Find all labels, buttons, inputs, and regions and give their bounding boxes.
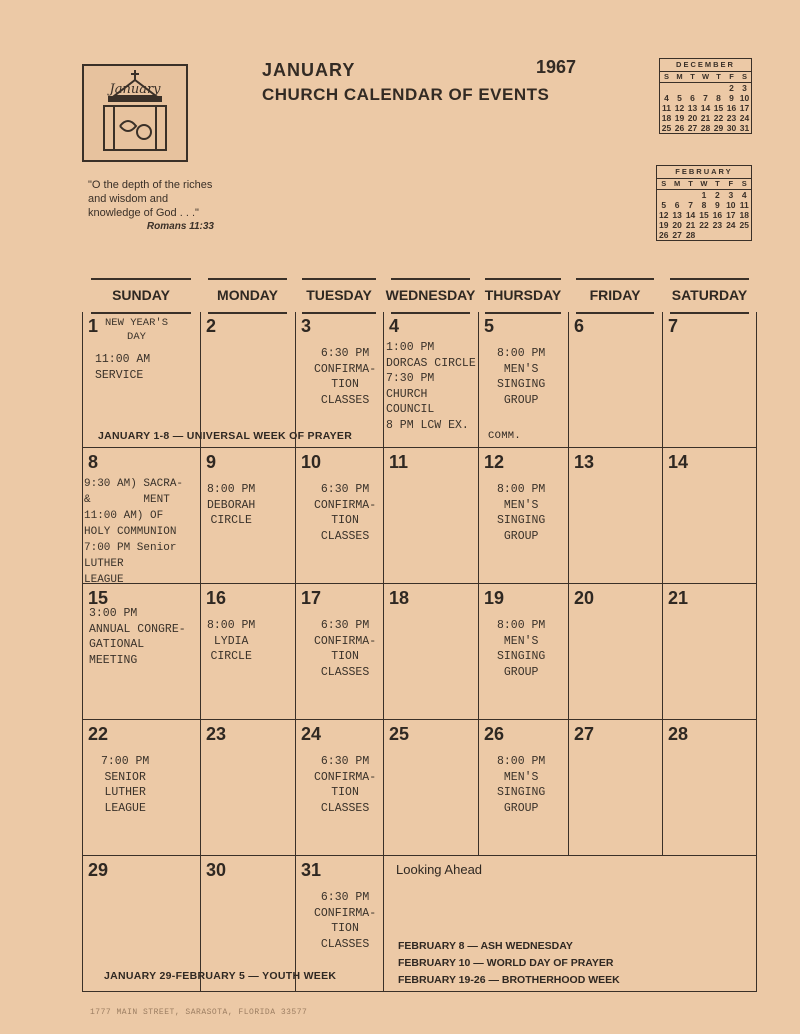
day-events: 7:00 PM SENIOR LUTHER LEAGUE [101, 755, 150, 815]
day-number: 19 [484, 588, 505, 608]
day-cell [383, 312, 478, 448]
day-number: 7 [668, 316, 679, 336]
day-number: 9 [206, 452, 217, 472]
day-cell [662, 448, 757, 584]
day-events: 8:00 PM MEN'S SINGING GROUP [497, 347, 546, 407]
looking-ahead-item: FEBRUARY 19-26 — BROTHERHOOD WEEK [398, 974, 620, 986]
weekday-header-saturday: SATURDAY [662, 272, 757, 312]
quote-text: "O the depth of the riches and wisdom and knowledge of God . . ." [88, 179, 213, 219]
day-number: 6 [574, 316, 585, 336]
day-events: 8:00 PM MEN'S SINGING GROUP [497, 619, 546, 679]
looking-ahead-title: Looking Ahead [396, 862, 483, 877]
day-events: 8:00 PM DEBORAH CIRCLE [207, 483, 256, 527]
day-number: 30 [206, 860, 227, 880]
day-events: 1:00 PM DORCAS CIRCLE 7:30 PM CHURCH COUNCIL 8 PM LCW EX. [386, 341, 476, 432]
day-cell [82, 312, 200, 448]
scripture-quote [88, 178, 218, 234]
weekday-header-sunday: SUNDAY [82, 272, 200, 312]
weekday-header-friday: FRIDAY [568, 272, 662, 312]
day-events: 6:30 PM CONFIRMA- TION CLASSES [314, 755, 377, 815]
day-events: 6:30 PM CONFIRMA- TION CLASSES [314, 891, 377, 951]
day-cell [295, 720, 383, 856]
looking-ahead-box [383, 856, 757, 992]
month-calendar-grid [82, 272, 757, 1000]
day-number: 26 [484, 724, 505, 744]
day-number: 17 [301, 588, 322, 608]
day-cell [295, 448, 383, 584]
weekday-header-wednesday: WEDNESDAY [383, 272, 478, 312]
day-cell [82, 584, 200, 720]
day-number: 24 [301, 724, 322, 744]
day-number: 16 [206, 588, 227, 608]
day-number: 23 [206, 724, 227, 744]
day-number: 13 [574, 452, 595, 472]
day-number: 3 [301, 316, 312, 336]
day-cell [568, 720, 662, 856]
mini-calendar-grid: S M T W T F S 2 3 4 5 6 7 8 9 10 11 12 13 14 15 16 17 18 19 20 21 22 23 24 25 26 27 28 29 30 31 [661, 72, 750, 133]
day-cell [200, 312, 295, 448]
day-events: 6:30 PM CONFIRMA- TION CLASSES [314, 619, 377, 679]
day-events: 3:00 PM ANNUAL CONGRE- GATIONAL MEETING [89, 607, 186, 667]
day-events: 6:30 PM CONFIRMA- TION CLASSES [314, 347, 377, 407]
day-cell [295, 584, 383, 720]
day-number: 12 [484, 452, 505, 472]
logo-text: January [109, 82, 161, 97]
day-number: 18 [389, 588, 410, 608]
day-number: 20 [574, 588, 595, 608]
day-number: 22 [88, 724, 109, 744]
day-number: 28 [668, 724, 689, 744]
day-number: 31 [301, 860, 322, 880]
day-number: 21 [668, 588, 689, 608]
day-number: 2 [206, 316, 217, 336]
day-number: 1 [88, 316, 99, 336]
church-illustration-icon [84, 66, 186, 160]
footer-imprint: 1777 MAIN STREET, SARASOTA, FLORIDA 33577 [90, 1008, 308, 1017]
day-cell [568, 312, 662, 448]
day-cell [662, 312, 757, 448]
day-cell [200, 584, 295, 720]
day-cell [383, 584, 478, 720]
weekday-header-monday: MONDAY [200, 272, 295, 312]
looking-ahead-item: FEBRUARY 8 — ASH WEDNESDAY [398, 940, 573, 952]
day-number: 29 [88, 860, 109, 880]
day-number: 25 [389, 724, 410, 744]
weekday-header-tuesday: TUESDAY [295, 272, 383, 312]
day-cell [82, 448, 200, 584]
quote-reference: Romans 11:33 [146, 221, 214, 232]
weekday-header-thursday: THURSDAY [478, 272, 568, 312]
page-subtitle: CHURCH CALENDAR OF EVENTS [262, 85, 550, 104]
looking-ahead-item: FEBRUARY 10 — WORLD DAY OF PRAYER [398, 957, 614, 969]
mini-calendar-february [656, 165, 752, 241]
universal-week-of-prayer-note: JANUARY 1-8 — UNIVERSAL WEEK OF PRAYER [98, 430, 353, 442]
day-events: 8:00 PM MEN'S SINGING GROUP [497, 755, 546, 815]
committee-note: COMM. [488, 430, 522, 442]
day-cell [383, 448, 478, 584]
page-title: JANUARY [262, 60, 356, 80]
calendar-logo-image [82, 64, 188, 162]
mini-calendar-grid: S M T W T F S 1 2 3 4 5 6 7 8 9 10 11 12 13 14 15 16 17 18 19 20 21 22 23 24 25 26 27 28 [658, 179, 749, 240]
day-cell [478, 584, 568, 720]
day-cell [568, 584, 662, 720]
day-events: 8:00 PM MEN'S SINGING GROUP [497, 483, 546, 543]
mini-calendar-month: DECEMBER [660, 59, 751, 72]
day-cell [82, 720, 200, 856]
day-number: 8 [88, 452, 99, 472]
day-events: 11:00 AM SERVICE [95, 353, 151, 382]
holiday-label: NEW YEAR'S DAY [105, 317, 169, 343]
day-cell [662, 720, 757, 856]
page-year: 1967 [536, 57, 577, 77]
day-cell [568, 448, 662, 584]
day-events: 6:30 PM CONFIRMA- TION CLASSES [314, 483, 377, 543]
day-cell [295, 312, 383, 448]
day-number: 5 [484, 316, 495, 336]
day-number: 4 [389, 316, 400, 336]
day-cell [662, 584, 757, 720]
day-number: 14 [668, 452, 689, 472]
day-number: 15 [88, 588, 109, 608]
day-events: 8:00 PM LYDIA CIRCLE [207, 619, 256, 663]
day-cell [200, 448, 295, 584]
day-cell [383, 720, 478, 856]
mini-calendar-month: FEBRUARY [657, 166, 751, 179]
mini-calendar-december [659, 58, 752, 134]
day-cell [478, 720, 568, 856]
day-number: 10 [301, 452, 322, 472]
day-events: 9:30 AM) SACRA- & MENT 11:00 AM) OF HOLY COMMUNION 7:00 PM Senior LUTHER LEAGUE [84, 478, 184, 586]
day-cell [478, 448, 568, 584]
day-number: 11 [389, 452, 409, 472]
day-cell [200, 720, 295, 856]
youth-week-note: JANUARY 29-FEBRUARY 5 — YOUTH WEEK [104, 970, 337, 982]
day-cell [478, 312, 568, 448]
day-number: 27 [574, 724, 595, 744]
